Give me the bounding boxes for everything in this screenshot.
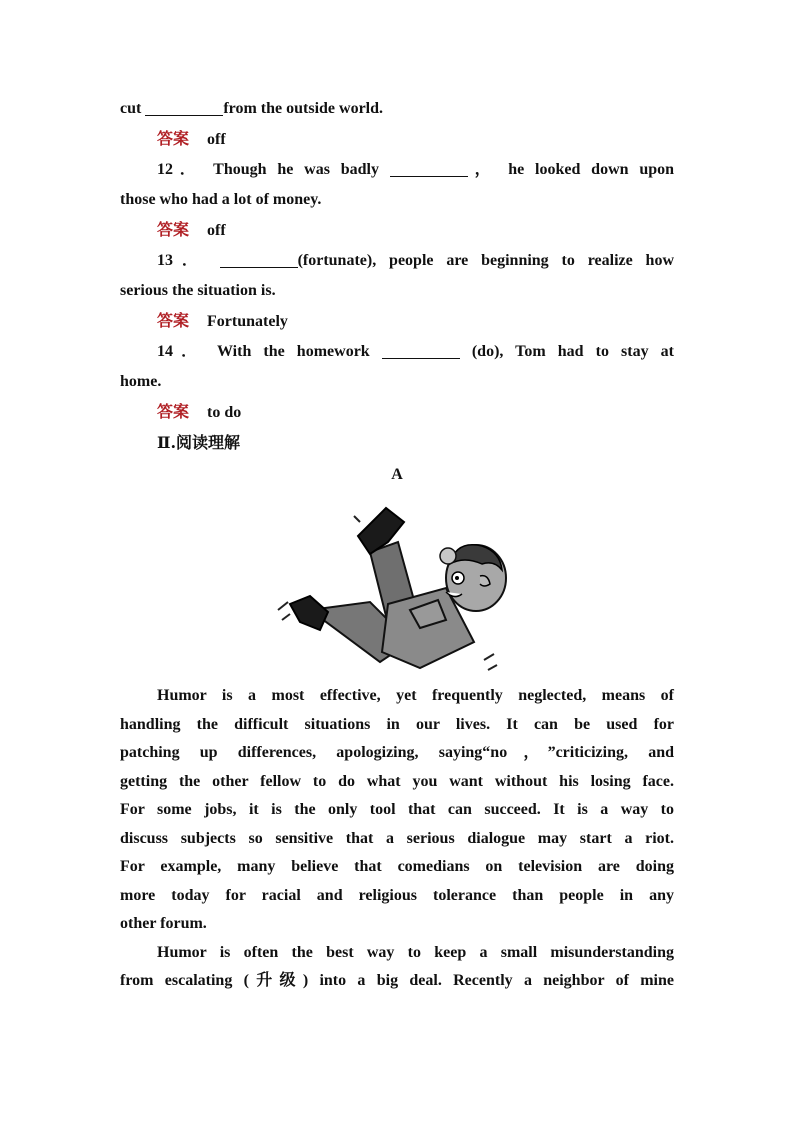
question-text: (do), Tom had to stay at	[471, 343, 675, 360]
passage-line: Humor is a most effective, yet frequently neglected, means of	[157, 687, 674, 704]
passage-line: handling the difficult situations in our lives. It can be used for	[120, 715, 674, 733]
passage-paragraph-2	[120, 939, 674, 996]
question-text: he looked down upon	[508, 161, 675, 178]
question-13-line	[120, 246, 674, 276]
answer-blank	[390, 160, 468, 177]
answer-blank	[145, 99, 223, 116]
question-number: 14．	[157, 343, 206, 360]
question-text: (fortunate), people are beginning to realize how	[297, 252, 675, 269]
falling-man-illustration	[270, 492, 524, 682]
question-14-line	[120, 337, 674, 367]
answer-label: 答案	[157, 129, 190, 148]
section-title: Ⅱ.阅读理解	[157, 433, 241, 452]
answer-blank	[382, 342, 460, 359]
passage-line: Humor is often the best way to keep a small misunderstanding	[157, 943, 674, 961]
question-12-line	[120, 155, 674, 185]
question-number: 12．	[157, 161, 203, 178]
answer-blank	[220, 251, 298, 268]
question-12-line-2: those who had a lot of money.	[120, 191, 322, 208]
answer-value: off	[207, 222, 226, 239]
passage-line: getting the other fellow to do what you want without his losing face.	[120, 772, 674, 790]
passage-line: discuss subjects so sensitive that a serious dialogue may start a riot.	[120, 829, 674, 847]
passage-line: For example, many believe that comedians on television are doing	[120, 858, 674, 875]
passage-line: patching up differences, apologizing, saying“no，”criticizing, and	[120, 744, 674, 761]
answer-14	[120, 397, 674, 428]
answer-11	[120, 124, 674, 155]
passage-line: For some jobs, it is the only tool that can succeed. It is a way to	[120, 801, 674, 818]
answer-13	[120, 306, 674, 337]
question-text: cut	[120, 100, 146, 117]
question-number: 13．	[157, 252, 207, 269]
question-13-line-2: serious the situation is.	[120, 282, 276, 299]
passage-label: A	[391, 466, 403, 483]
answer-value: off	[207, 131, 226, 148]
answer-12	[120, 215, 674, 246]
question-text: With the homework	[216, 343, 382, 360]
answer-label: 答案	[157, 402, 190, 421]
question-text: Though he was badly	[213, 161, 390, 178]
passage-line: other forum.	[120, 915, 207, 932]
passage-line: more today for racial and religious tolerance than people in any	[120, 886, 674, 904]
question-text: from the outside world.	[223, 100, 384, 117]
answer-value: to do	[207, 404, 242, 421]
answer-value: Fortunately	[207, 313, 288, 330]
passage-line: from escalating (升级) into a big deal. Recently a neighbor of mine	[120, 972, 674, 989]
question-text: ，	[467, 161, 498, 178]
question-11-line	[120, 94, 674, 124]
answer-label: 答案	[157, 311, 190, 330]
question-14-line-2: home.	[120, 373, 162, 390]
answer-label: 答案	[157, 220, 190, 239]
document-content	[120, 94, 674, 996]
passage-paragraph-1	[120, 682, 674, 939]
